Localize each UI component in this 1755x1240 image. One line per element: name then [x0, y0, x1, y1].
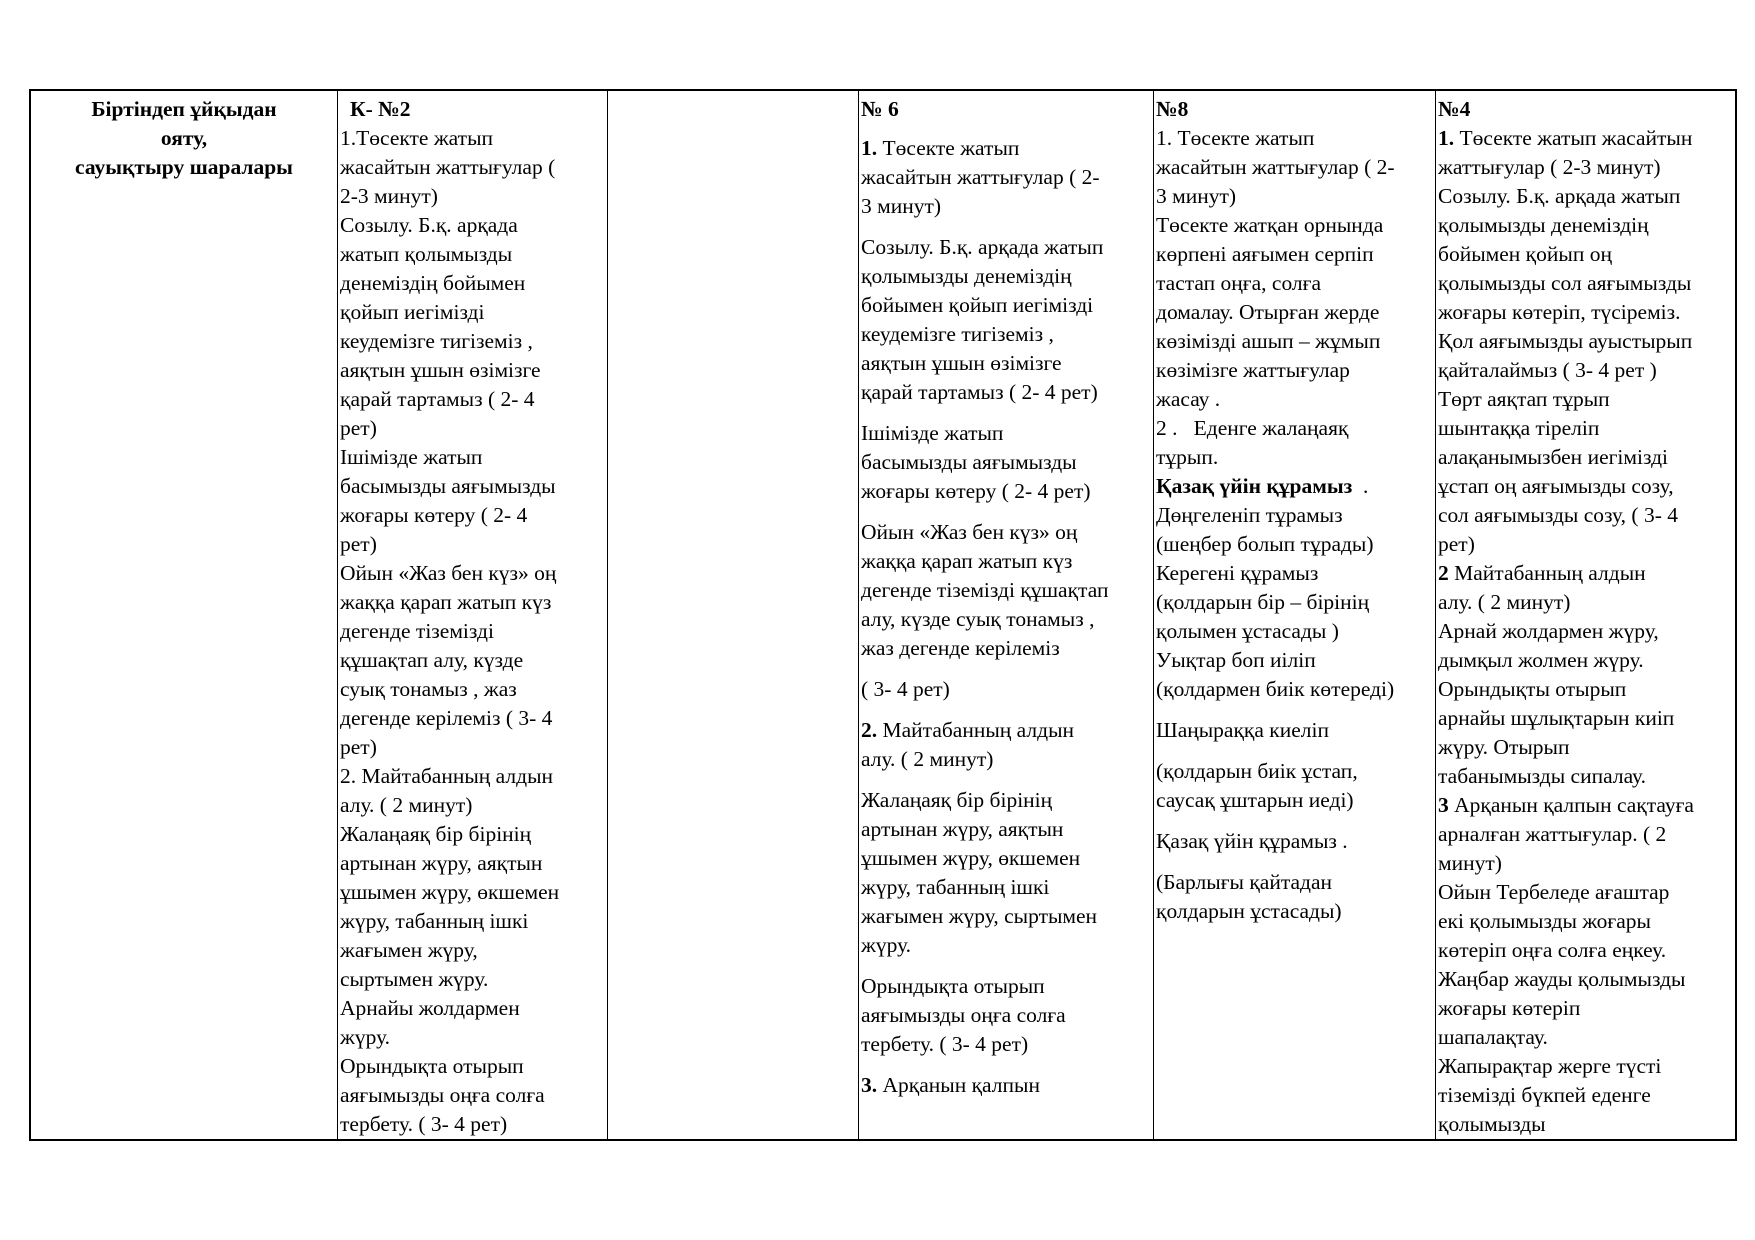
text-line: Орындықта отырып — [340, 1054, 524, 1078]
text-line: бойымен қойып оң — [1438, 242, 1612, 266]
row-header — [31, 91, 337, 182]
text-line: тербету. ( 3- 4 рет) — [340, 1112, 508, 1136]
paragraph — [861, 134, 1152, 221]
text-line: Керегені құрамыз — [1156, 561, 1319, 585]
text-line: ұшымен жүру, өкшемен — [340, 880, 560, 904]
text-line: жағымен жүру, — [340, 938, 478, 962]
text-line: Шаңыраққа киеліп — [1156, 718, 1329, 742]
text-line: жатып қолымызды — [340, 242, 513, 266]
cell-title: К- №2 — [350, 97, 411, 121]
text-line: жасайтын жаттығулар ( 2- — [861, 165, 1100, 189]
text-line: жүру. — [340, 1025, 391, 1049]
text-line: Жалаңаяқ бір бірінің — [340, 822, 532, 846]
cell-empty — [607, 91, 858, 1139]
paragraph — [861, 419, 1152, 506]
text-line: арнайы шұлықтарын киіп — [1438, 706, 1675, 730]
text-line: алу. ( 2 минут) — [1438, 590, 1571, 614]
text-line: Созылу. Б.қ. арқада жатып — [1438, 184, 1681, 208]
text-line: жүру. Отырып — [1438, 735, 1570, 759]
text-line: Майтабанның алдын — [882, 718, 1075, 742]
text-line: артынан жүру, аяқтын — [861, 817, 1064, 841]
text-segment: Майтабанның алдын — [1454, 561, 1646, 585]
text-line: жүру, табанның ішкі — [861, 875, 1050, 899]
text-line: Төсекте жатқан орнында — [1156, 213, 1384, 237]
paragraph — [861, 972, 1152, 1059]
text-line: аяғымызды оңға солға — [340, 1083, 545, 1107]
text-line: жоғары көтеріп, түсіреміз. — [1438, 300, 1681, 324]
text-line — [1438, 559, 1737, 588]
text-line: ұстап оң аяғымызды созу, — [1438, 474, 1674, 498]
text-line: Төсекте жатып — [882, 136, 1020, 160]
text-line: сыртымен жүру. — [340, 967, 489, 991]
cell-body — [340, 124, 606, 1139]
text-line: Орындықта отырып — [861, 974, 1045, 998]
text-line: Ішімізде жатып — [340, 445, 483, 469]
text-line: қолымызды — [1438, 1112, 1546, 1136]
text-line: Ойын «Жаз бен күз» оң — [861, 520, 1078, 544]
paragraph — [861, 786, 1152, 960]
text-line — [1438, 124, 1737, 153]
text-line: қайталаймыз ( 3- 4 рет ) — [1438, 358, 1657, 382]
text-line: көтеріп оңға солға еңкеу. — [1438, 938, 1667, 962]
cell-n8 — [1153, 91, 1435, 1139]
text-line: 2. Майтабанның алдын — [340, 764, 554, 788]
text-line: Ішімізде жатып — [861, 421, 1004, 445]
text-segment: Төсекте жатып жасайтын — [1459, 126, 1693, 150]
item-number: 3. — [861, 1073, 878, 1097]
text-line: (қолдарын бір – бірінің — [1156, 590, 1370, 614]
text-line: жасайтын жаттығулар ( 2- — [1156, 155, 1395, 179]
text-line: жаққа қарап жатып күз — [340, 590, 552, 614]
text-line: рет) — [340, 735, 377, 759]
text-line: Ойын Тербеледе ағаштар — [1438, 880, 1670, 904]
text-line: Төрт аяқтап тұрып — [1438, 387, 1610, 411]
text-line: көрпені аяғымен серпіп — [1156, 242, 1374, 266]
text-line: кеудемізге тигіземіз , — [861, 322, 1054, 346]
text-line: дегенде керілеміз ( 3- 4 — [340, 706, 553, 730]
text-line: қолымен ұстасады ) — [1156, 619, 1339, 643]
item-number: 1. — [861, 136, 878, 160]
text-line: денеміздің бойымен — [340, 271, 526, 295]
text-line: алу. ( 2 минут) — [340, 793, 473, 817]
text-line: жүру. — [861, 933, 912, 957]
text-line: жоғары көтеру ( 2- 4 — [340, 503, 528, 527]
text-line: 3 минут) — [861, 194, 942, 218]
text-line: Қазақ үйін құрамыз . — [1156, 829, 1348, 853]
row-header-line: Біртіндеп ұйқыдан — [91, 97, 277, 121]
text-line: алу, күзде суық тонамыз , — [861, 607, 1095, 631]
text-line: аяғымызды оңға солға — [861, 1003, 1066, 1027]
text-line: Дөңгеленіп тұрамыз — [1156, 503, 1343, 527]
text-line: рет) — [1438, 532, 1475, 556]
text-line: Уықтар боп иіліп — [1156, 648, 1316, 672]
text-line: жоғары көтеру ( 2- 4 рет) — [861, 479, 1091, 503]
paragraph — [861, 518, 1152, 663]
paragraph — [861, 1071, 1152, 1100]
text-line: жаққа қарап жатып күз — [861, 549, 1073, 573]
text-line: жасайтын жаттығулар ( — [340, 155, 556, 179]
text-line: қолымызды денеміздің — [1438, 213, 1649, 237]
text-line: көзімізге жаттығулар — [1156, 358, 1350, 382]
cell-title: № 6 — [861, 97, 899, 121]
text-line: (шеңбер болып тұрады) — [1156, 532, 1374, 556]
text-line: қарай тартамыз ( 2- 4 — [340, 387, 535, 411]
item-number: 3 — [1438, 793, 1449, 817]
text-line: құшақтап алу, күзде — [340, 648, 524, 672]
text-line: басымызды аяғымызды — [861, 450, 1077, 474]
text-line: рет) — [340, 532, 377, 556]
text-line: Арқанын қалпын — [882, 1073, 1040, 1097]
text-line: жоғары көтеріп — [1438, 996, 1581, 1020]
text-line: (қолдарын биік ұстап, — [1156, 759, 1358, 783]
text-line: арналған жаттығулар. ( 2 — [1438, 822, 1667, 846]
text-line: дымқыл жолмен жүру. — [1438, 648, 1644, 672]
text-line: көзімізді ашып – жұмып — [1156, 329, 1381, 353]
text-line: қолдарын ұстасады) — [1156, 899, 1342, 923]
text-line: аяқтын ұшын өзімізге — [861, 351, 1062, 375]
bold-tail: . — [1352, 474, 1369, 498]
text-line: жаттығулар ( 2-3 минут) — [1438, 155, 1661, 179]
text-line: Ойын «Жаз бен күз» оң — [340, 561, 557, 585]
text-line: ұшымен жүру, өкшемен — [861, 846, 1081, 870]
text-line: табанымызды сипалау. — [1438, 764, 1646, 788]
text-line: 3 минут) — [1156, 184, 1237, 208]
text-line: кеудемізге тигіземіз , — [340, 329, 533, 353]
text-line: тастап оңға, солға — [1156, 271, 1322, 295]
text-line: рет) — [340, 416, 377, 440]
text-line: 1. Төсекте жатып — [1156, 126, 1315, 150]
cell-title: №8 — [1156, 97, 1189, 121]
item-number: 2 — [1438, 561, 1449, 585]
bold-line — [1156, 472, 1434, 501]
text-line: бойымен қойып иегімізді — [861, 293, 1094, 317]
text-line: қолымызды сол аяғымызды — [1438, 271, 1692, 295]
text-line: алу. ( 2 минут) — [861, 747, 994, 771]
text-line: қойып иегімізді — [340, 300, 485, 324]
row-header-line: сауықтыру шаралары — [75, 155, 293, 179]
text-line: Орындықты отырып — [1438, 677, 1627, 701]
text-line: дегенде тіземізді — [340, 619, 494, 643]
text-line: жағымен жүру, сыртымен — [861, 904, 1098, 928]
paragraph — [861, 675, 1152, 704]
text-line: қарай тартамыз ( 2- 4 рет) — [861, 380, 1098, 404]
text-line: Созылу. Б.қ. арқада — [340, 213, 518, 237]
text-line: дегенде тіземізді құшақтап — [861, 578, 1109, 602]
text-line: саусақ ұштарын иеді) — [1156, 788, 1354, 812]
paragraph — [861, 233, 1152, 407]
text-line: басымызды аяғымызды — [340, 474, 556, 498]
text-line: жаз дегенде керілеміз — [861, 636, 1060, 660]
cell-title: №4 — [1438, 97, 1471, 121]
item-number: 1. — [1438, 126, 1455, 150]
text-line: Жалаңаяқ бір бірінің — [861, 788, 1053, 812]
text-line: артынан жүру, аяқтын — [340, 851, 543, 875]
cell-k2 — [337, 91, 607, 1139]
text-line: жүру, табанның ішкі — [340, 909, 529, 933]
text-line: шынтаққа тіреліп — [1438, 416, 1600, 440]
text-line: тіземізді бүкпей еденге — [1438, 1083, 1651, 1107]
text-line: 2-3 минут) — [340, 184, 438, 208]
cell-n6 — [858, 91, 1153, 1139]
cell-n4 — [1435, 91, 1737, 1139]
text-segment: Арқанын қалпын сақтауға — [1454, 793, 1694, 817]
text-line: алақанымызбен иегімізді — [1438, 445, 1669, 469]
text-line: аяқтын ұшын өзімізге — [340, 358, 541, 382]
text-line: Арнайы жолдармен — [340, 996, 520, 1020]
text-line: қолымызды денеміздің — [861, 264, 1072, 288]
bold-text: Қазақ үйін құрамыз — [1156, 474, 1353, 498]
text-line: шапалақтау. — [1438, 1025, 1548, 1049]
text-line: екі қолымызды жоғары — [1438, 909, 1651, 933]
text-line: Қол аяғымызды ауыстырып — [1438, 329, 1693, 353]
text-line: Жаңбар жауды қолымызды — [1438, 967, 1686, 991]
text-line: сол аяғымызды созу, ( 3- 4 — [1438, 503, 1678, 527]
text-line: 2 . Еденге жалаңаяқ — [1156, 416, 1349, 440]
row-header-cell — [31, 91, 337, 1139]
text-line: суық тонамыз , жаз — [340, 677, 517, 701]
text-line: Жапырақтар жерге түсті — [1438, 1054, 1662, 1078]
item-number: 2. — [861, 718, 878, 742]
schedule-table — [29, 89, 1737, 1141]
text-line: тербету. ( 3- 4 рет) — [861, 1032, 1029, 1056]
text-line: (Барлығы қайтадан — [1156, 870, 1333, 894]
text-line: (қолдармен биік көтереді) — [1156, 677, 1395, 701]
text-line: жасау . — [1156, 387, 1221, 411]
paragraph — [861, 716, 1152, 774]
text-line: Арнай жолдармен жүру, — [1438, 619, 1659, 643]
text-line: тұрып. — [1156, 445, 1219, 469]
text-line — [1438, 791, 1737, 820]
text-line: Созылу. Б.қ. арқада жатып — [861, 235, 1104, 259]
text-line: ( 3- 4 рет) — [861, 677, 950, 701]
text-line: 1.Төсекте жатып — [340, 126, 494, 150]
text-line: домалау. Отырған жерде — [1156, 300, 1380, 324]
row-header-line: ояту, — [160, 126, 208, 150]
text-line: минут) — [1438, 851, 1502, 875]
